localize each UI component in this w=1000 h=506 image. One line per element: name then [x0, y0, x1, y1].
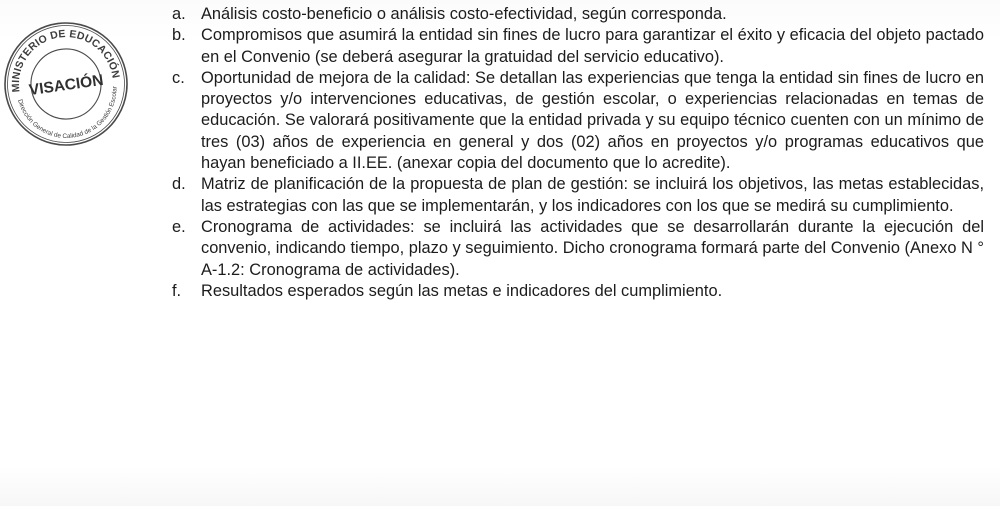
list-item-text: Matriz de planificación de la propuesta de plan de gestión: se incluirá los objetivos, las metas establecidas, las estrategias con las que se implementarán, y los indicadores con los que se medirá su cumplimiento. [201, 175, 984, 215]
seal-graphic [2, 20, 130, 148]
list-marker: c. [172, 68, 185, 87]
list-item-d [172, 174, 984, 217]
list-item-c [172, 68, 984, 174]
list-item-text: Oportunidad de mejora de la calidad: Se detallan las experiencias que tenga la entidad sin fines de lucro en proyectos y/o intervenciones educativas, de gestión escolar, o experiencias relacionadas en temas de educación. Se valorará positivamente que la entidad privada y su equipo técnico cuenten con un mínimo de tres (03) años de experiencia en general y dos (02) años en proyectos y/o programas educativos que hayan beneficiado a II.EE. (anexar copia del documento que lo acredite). [201, 68, 984, 173]
list-marker: b. [172, 26, 186, 45]
list-marker: e. [172, 217, 186, 236]
list-item-text: Resultados esperados según las metas e indicadores del cumplimiento. [201, 281, 723, 300]
list-item-e [172, 217, 984, 281]
seal-top-text: MINISTERIO DE EDUCACIÓN [9, 27, 122, 93]
list-marker: a. [172, 5, 186, 23]
seal-bottom-text: Dirección General de Calidad de la Gestión Escolar [16, 86, 119, 141]
visacion-seal [2, 20, 130, 148]
seal-center-text: VISACIÓN [27, 71, 105, 100]
list-item-a [172, 4, 984, 25]
list-item-text: Cronograma de actividades: se incluirá las actividades que se desarrollarán durante la ejecución del convenio, indicando tiempo, plazo y seguimiento. Dicho cronograma formará parte del Convenio (Anexo N ° A-1.2: Cronograma de actividades). [201, 217, 984, 279]
list-item-b [172, 25, 984, 68]
list-marker: d. [172, 175, 186, 194]
list-item-f [172, 281, 984, 302]
list-item-text: Análisis costo-beneficio o análisis costo-efectividad, según corresponda. [201, 5, 727, 23]
requirements-list [172, 4, 984, 302]
list-marker: f. [172, 281, 182, 300]
list-item-text: Compromisos que asumirá la entidad sin fines de lucro para garantizar el éxito y eficacia del objeto pactado en el Convenio (se deberá asegurar la gratuidad del servicio educativo). [201, 26, 984, 66]
